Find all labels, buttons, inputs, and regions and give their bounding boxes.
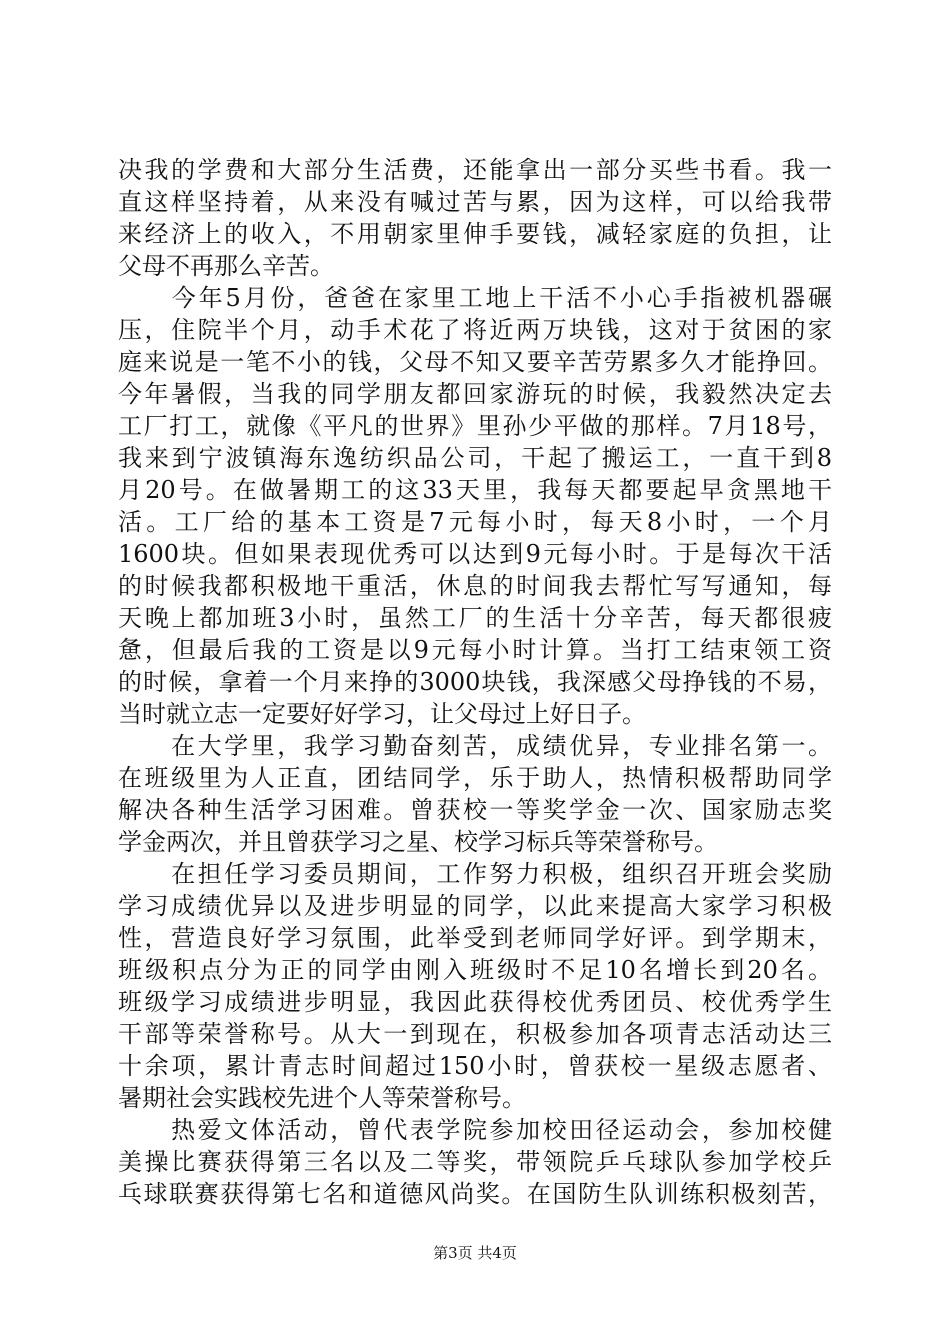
text-line: 直这样坚持着，从来没有喊过苦与累，因为这样，可以给我带 xyxy=(118,188,832,216)
text-line: 父母不再那么辛苦。 xyxy=(118,252,334,280)
text-line: 庭来说是一笔不小的钱，父母不知又要辛苦劳累多久才能挣回。 xyxy=(118,348,832,376)
text-line: 来经济上的收入，不用朝家里伸手要钱，减轻家庭的负担，让 xyxy=(118,220,832,248)
text-line: 当时就立志一定要好好学习，让父母过上好日子。 xyxy=(118,700,646,728)
text-line: 今年5月份，爸爸在家里工地上干活不小心手指被机器碾 xyxy=(118,284,832,312)
text-line: 我来到宁波镇海东逸纺织品公司，干起了搬运工，一直干到8 xyxy=(118,444,832,472)
text-line: 决我的学费和大部分生活费，还能拿出一部分买些书看。我一 xyxy=(118,156,832,184)
text-line: 乓球联赛获得第七名和道德风尚奖。在国防生队训练积极刻苦， xyxy=(118,1180,832,1208)
text-line: 暑期社会实践校先进个人等荣誉称号。 xyxy=(118,1084,526,1112)
text-line: 性，营造良好学习氛围，此举受到老师同学好评。到学期末， xyxy=(118,924,832,952)
text-line: 工厂打工，就像《平凡的世界》里孙少平做的那样。7月18号， xyxy=(118,412,832,440)
text-line: 月20号。在做暑期工的这33天里，我每天都要起早贪黑地干 xyxy=(118,476,832,504)
text-line: 热爱文体活动，曾代表学院参加校田径运动会，参加校健 xyxy=(118,1116,832,1144)
text-line: 今年暑假，当我的同学朋友都回家游玩的时候，我毅然决定去 xyxy=(118,380,832,408)
text-line: 的时候，拿着一个月来挣的3000块钱，我深感父母挣钱的不易， xyxy=(118,668,832,696)
body-text xyxy=(118,154,832,1210)
text-line: 十余项，累计青志时间超过150小时，曾获校一星级志愿者、 xyxy=(118,1052,832,1080)
page-footer: 第3页 共4页 xyxy=(433,1244,517,1262)
text-line: 干部等荣誉称号。从大一到现在，积极参加各项青志活动达三 xyxy=(118,1020,832,1048)
text-line: 学习成绩优异以及进步明显的同学，以此来提高大家学习积极 xyxy=(118,892,832,920)
text-line: 的时候我都积极地干重活，休息的时间我去帮忙写写通知，每 xyxy=(118,572,832,600)
text-line: 1600块。但如果表现优秀可以达到9元每小时。于是每次干活 xyxy=(118,540,832,568)
text-line: 天晚上都加班3小时，虽然工厂的生活十分辛苦，每天都很疲 xyxy=(118,604,832,632)
text-line: 活。工厂给的基本工资是7元每小时，每天8小时，一个月 xyxy=(118,508,832,536)
text-line: 惫，但最后我的工资是以9元每小时计算。当打工结束领工资 xyxy=(118,636,832,664)
text-line: 在班级里为人正直，团结同学，乐于助人，热情积极帮助同学 xyxy=(118,764,832,792)
text-line: 美操比赛获得第三名以及二等奖，带领院乒乓球队参加学校乒 xyxy=(118,1148,832,1176)
text-line: 班级学习成绩进步明显，我因此获得校优秀团员、校优秀学生 xyxy=(118,988,832,1016)
text-line: 压，住院半个月，动手术花了将近两万块钱，这对于贫困的家 xyxy=(118,316,832,344)
text-line: 在担任学习委员期间，工作努力积极，组织召开班会奖励 xyxy=(118,860,832,888)
text-line: 班级积点分为正的同学由刚入班级时不足10名增长到20名。 xyxy=(118,956,832,984)
text-line: 解决各种生活学习困难。曾获校一等奖学金一次、国家励志奖 xyxy=(118,796,832,824)
text-line: 在大学里，我学习勤奋刻苦，成绩优异，专业排名第一。 xyxy=(118,732,832,760)
text-line: 学金两次，并且曾获学习之星、校学习标兵等荣誉称号。 xyxy=(118,828,718,856)
